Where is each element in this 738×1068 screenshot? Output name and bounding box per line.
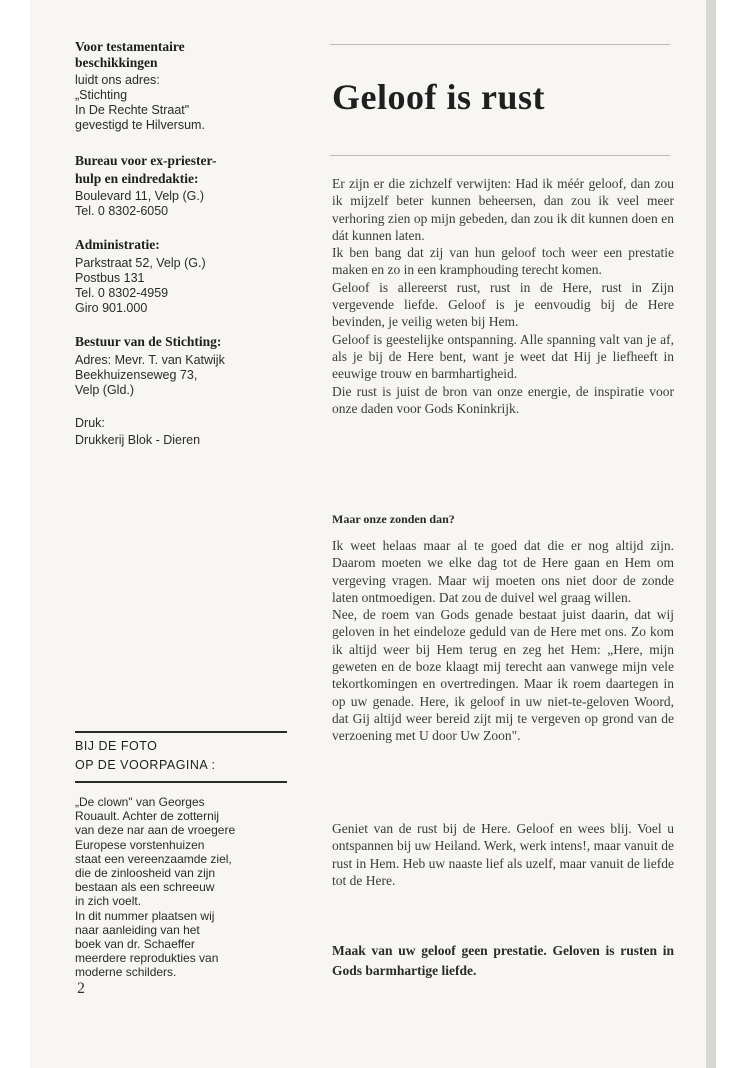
article-title: Geloof is rust	[332, 77, 545, 117]
testament-heading-line: Voor testamentaire	[75, 39, 185, 54]
caption-heading-line: BIJ DE FOTO	[75, 739, 158, 753]
caption-line: die de zinloosheid van zijn	[75, 866, 216, 881]
page-number: 2	[77, 980, 85, 997]
bureau-heading-line: Bureau voor ex-priester-	[75, 153, 217, 168]
address-line: luidt ons adres:	[75, 73, 160, 87]
address-line: Postbus 131	[75, 271, 145, 285]
article-subheading: Maar onze zonden dan?	[332, 512, 455, 526]
caption-heading	[75, 737, 315, 775]
address-line: Parkstraat 52, Velp (G.)	[75, 256, 206, 270]
caption-line: bestaan als een schreeuw	[75, 880, 215, 895]
article-paragraph: Ik ben bang dat zij van hun geloof toch weer een prestatie maken en zo in een kramphouding terecht komen.	[332, 245, 674, 278]
article-paragraph: Ik weet helaas maar al te goed dat die er nog altijd zijn. Daarom moeten we elke dag tot de Here gaan en Hem om vergeving vragen. Maar wij moeten ons niet door de zonde laten ontmoedigen. Dat zou de duivel wel graag willen.	[332, 538, 674, 605]
admin-address	[75, 256, 315, 316]
article-closing: Maak van uw geloof geen prestatie. Geloven is rusten in Gods barmhartige liefde.	[332, 943, 674, 978]
testament-heading-line: beschikkingen	[75, 55, 158, 70]
article-section-two	[332, 537, 674, 745]
address-line: Tel. 0 8302-4959	[75, 286, 169, 300]
article-intro	[332, 175, 674, 417]
caption-text	[75, 795, 325, 980]
caption-line: Rouault. Achter de zotternij	[75, 809, 220, 824]
address-line: gevestigd te Hilversum.	[75, 118, 205, 132]
article-section-three	[332, 820, 674, 889]
druk-block	[75, 415, 315, 449]
article-paragraph: Geloof is geestelijke ontspanning. Alle spanning valt van je af, als je bij de Here bent, want je weet dat Hij je liefheeft in eeuwige trouw en barmhartigheid.	[332, 331, 674, 382]
caption-line: moderne schilders.	[75, 965, 177, 980]
bureau-heading-line: hulp en eindredaktie:	[75, 171, 199, 186]
title-bottom-rule	[330, 155, 670, 156]
document-page	[30, 0, 706, 1068]
address-line: „Stichting	[75, 88, 128, 102]
article-paragraph: Geniet van de rust bij de Here. Geloof en wees blij. Voel u ontspannen bij uw Heiland. Werk, werk intens!, maar vanuit de rust in Hem. Heb uw naaste lief als uzelf, maar vanuit de liefde tot de Here.	[332, 821, 674, 888]
page-edge-shadow	[706, 0, 716, 1068]
bestuur-heading: Bestuur van de Stichting:	[75, 334, 222, 349]
admin-heading: Administratie:	[75, 237, 160, 252]
caption-line: „De clown" van Georges	[75, 795, 205, 809]
article-paragraph: Geloof is allereerst rust, rust in de Here, rust in Zijn vergevende liefde. Geloof is je eenvoudig bij de Here bevinden, je veilig weten bij Hem.	[332, 279, 674, 330]
caption-line: naar aanleiding van het	[75, 922, 200, 937]
druk-label: Druk:	[75, 416, 105, 430]
bestuur-address	[75, 353, 315, 398]
address-line: Giro 901.000	[75, 301, 148, 315]
caption-line: In dit nummer plaatsen wij	[75, 908, 215, 923]
address-line: Boulevard 11, Velp (G.)	[75, 189, 205, 203]
address-line: Adres: Mevr. T. van Katwijk	[75, 353, 225, 367]
caption-line: staat een vereenzaamde ziel,	[75, 851, 232, 866]
bureau-address	[75, 189, 315, 219]
caption-heading-line: OP DE VOORPAGINA :	[75, 758, 216, 772]
caption-line: van deze nar aan de vroegere	[75, 823, 236, 838]
testament-address	[75, 73, 315, 133]
testament-heading	[75, 39, 315, 71]
druk-name: Drukkerij Blok - Dieren	[75, 433, 201, 447]
address-line: In De Rechte Straat"	[75, 103, 190, 117]
caption-line: in zich voelt.	[75, 894, 142, 909]
article-paragraph: Er zijn er die zichzelf verwijten: Had ik méér geloof, dan zou ik mijzelf beter kunnen beheersen, dan zou ik veel meer verhoring zien op mijn gebeden, dan zou ik dit kunnen doen en dát kunnen laten.	[332, 176, 674, 243]
caption-line: boek van dr. Schaeffer	[75, 937, 195, 952]
caption-line: meerdere reprodukties van	[75, 951, 219, 966]
caption-line: Europese vorstenhuizen	[75, 837, 205, 852]
caption-bottom-rule	[75, 781, 287, 783]
title-top-rule	[330, 44, 670, 45]
article-paragraph: Die rust is juist de bron van onze energie, de inspiratie voor onze daden voor Gods Koninkrijk.	[332, 383, 674, 416]
address-line: Velp (Gld.)	[75, 383, 135, 397]
bureau-heading	[75, 152, 315, 188]
address-line: Tel. 0 8302-6050	[75, 204, 169, 218]
address-line: Beekhuizenseweg 73,	[75, 368, 198, 382]
article-paragraph: Nee, de roem van Gods genade bestaat juist daarin, dat wij geloven in het eindeloze geduld van de Here met ons. Zo kom ik altijd weer bij Hem terug en zeg het Hem: „Here, mijn geweten en de boze klaagt mij terecht aan vanwege mijn vele tekortkomingen en overtredingen. Maar ik roem daartegen in op uw genade. Here, ik geloof in uw niet-te-geloven Woord, dat Gij altijd weer bereid zijt mij te vergeven op grond van de verzoening met U door Uw Zoon".	[332, 607, 674, 744]
caption-top-rule	[75, 731, 287, 733]
